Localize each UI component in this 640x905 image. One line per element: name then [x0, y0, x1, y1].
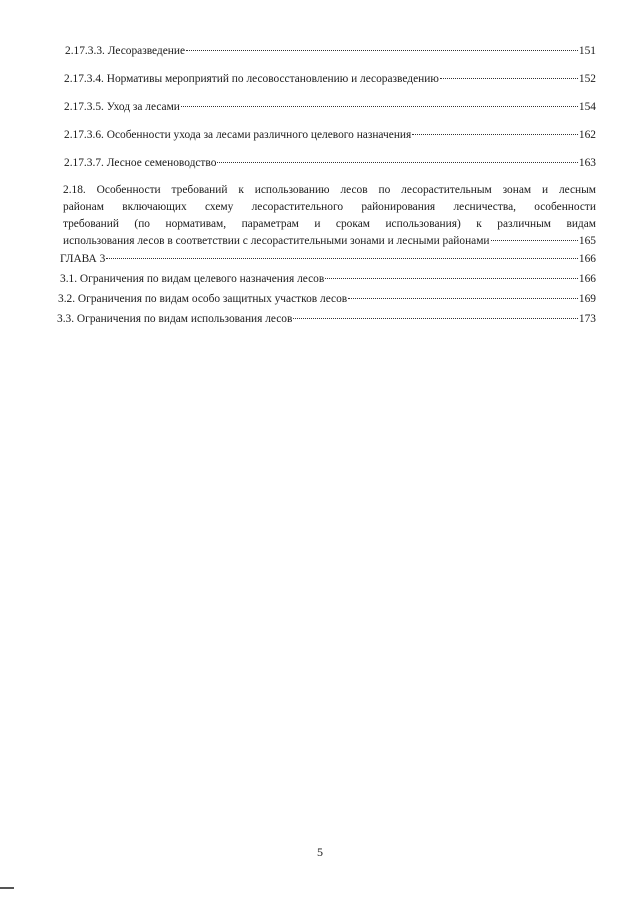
toc-entry-title: 2.17.3.7. Лесное семеноводство — [64, 157, 217, 169]
toc-entry-page: 173 — [578, 313, 596, 325]
toc-entry-2-17-3-7 — [64, 156, 596, 170]
dot-leader — [325, 278, 578, 279]
toc-paragraph-line: требований (по нормативам, параметрам и срокам использования) к различным видам — [63, 218, 596, 230]
toc-paragraph-line: 2.18. Особенности требований к использованию лесов по лесорастительным зонам и лесным — [63, 184, 596, 196]
toc-entry-page: 162 — [578, 129, 596, 141]
toc-entry-page: 169 — [578, 293, 596, 305]
toc-entry-page: 151 — [578, 45, 596, 57]
dot-leader — [106, 258, 578, 259]
dot-leader — [217, 162, 578, 163]
scan-mark — [0, 887, 14, 889]
toc-entry-2-17-3-5 — [64, 100, 596, 114]
toc-paragraph-line: районам включающих схему лесорастительного районирования лесничества, особенности — [63, 201, 596, 213]
toc-entry-page: 166 — [578, 273, 596, 285]
toc-entry-chapter-3 — [60, 252, 596, 266]
page-number: 5 — [317, 845, 323, 859]
toc-entry-2-17-3-3 — [65, 44, 596, 58]
toc-entry-title: 3.1. Ограничения по видам целевого назначения лесов — [60, 273, 325, 285]
toc-entry-title: использования лесов в соответствии с лесорастительными зонами и лесными районами — [63, 235, 490, 247]
toc-entry-page: 165 — [578, 235, 596, 247]
toc-entry-title: 3.2. Ограничения по видам особо защитных участков лесов — [58, 293, 348, 305]
dot-leader — [348, 298, 578, 299]
toc-entry-title: 2.17.3.6. Особенности ухода за лесами различного целевого назначения — [64, 129, 412, 141]
toc-entry-2-18 — [63, 182, 596, 250]
table-of-contents — [57, 44, 596, 326]
dot-leader — [440, 78, 578, 79]
toc-entry-title: 2.17.3.4. Нормативы мероприятий по лесовосстановлению и лесоразведению — [64, 73, 439, 85]
toc-entry-page: 166 — [578, 253, 596, 265]
toc-entry-2-17-3-6 — [64, 128, 596, 142]
toc-entry-title: 3.3. Ограничения по видам использования лесов — [57, 313, 293, 325]
toc-paragraph-last-line — [63, 233, 596, 250]
toc-entry-page: 154 — [578, 101, 596, 113]
toc-entry-title: 2.17.3.5. Уход за лесами — [64, 101, 180, 113]
toc-entry-title: ГЛАВА 3 — [60, 253, 106, 265]
toc-entry-3-1 — [60, 272, 596, 286]
toc-entry-page: 152 — [578, 73, 596, 85]
dot-leader — [181, 106, 578, 107]
dot-leader — [491, 240, 578, 241]
dot-leader — [186, 50, 578, 51]
dot-leader — [293, 318, 578, 319]
toc-entry-page: 163 — [578, 157, 596, 169]
toc-entry-title: 2.17.3.3. Лесоразведение — [65, 45, 186, 57]
dot-leader — [412, 134, 578, 135]
toc-entry-3-3 — [57, 312, 596, 326]
toc-entry-3-2 — [58, 292, 596, 306]
toc-entry-2-17-3-4 — [64, 72, 596, 86]
